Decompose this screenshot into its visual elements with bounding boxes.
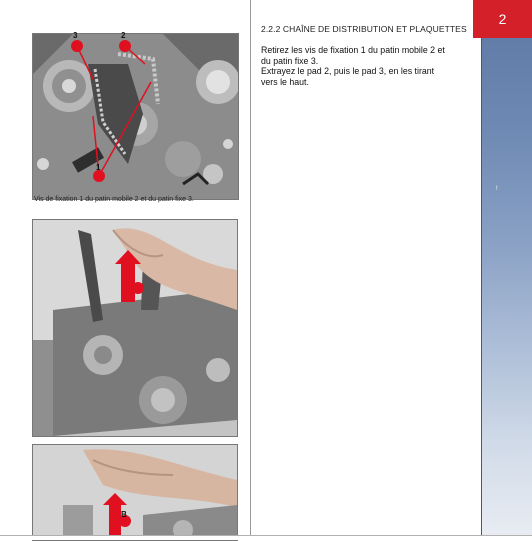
callout-label: B	[121, 510, 127, 519]
callout-label: 3	[73, 31, 78, 40]
second-pad-removal-photo	[32, 444, 238, 541]
instruction-line: du patin fixe 3.	[261, 55, 319, 66]
instructions-text	[261, 45, 471, 87]
section-heading: 2.2.2 CHAÎNE DE DISTRIBUTION ET PLAQUETTES	[261, 24, 467, 34]
column-divider	[250, 0, 251, 539]
side-band-edge	[481, 0, 482, 539]
callout-label: 1	[96, 163, 101, 172]
engine-timing-chain-photo	[32, 33, 239, 200]
pad-removal-photo	[32, 219, 238, 437]
instruction-line: Extrayez le pad 2, puis le pad 3, en les tirant	[261, 66, 435, 76]
callout-label: 2	[121, 31, 126, 40]
chapter-number: 2	[498, 11, 507, 27]
chapter-side-band	[482, 0, 532, 539]
instruction-line: vers le haut.	[261, 76, 309, 87]
side-band-mark: !	[496, 186, 498, 192]
figure-caption: Vis de fixation 1 du patin mobile 2 et du patin fixe 3.	[34, 196, 194, 203]
instruction-line: Retirez les vis de fixation 1 du patin mobile 2 et	[261, 45, 445, 55]
chapter-number-tab	[473, 0, 532, 38]
page-bottom-edge	[0, 535, 532, 540]
